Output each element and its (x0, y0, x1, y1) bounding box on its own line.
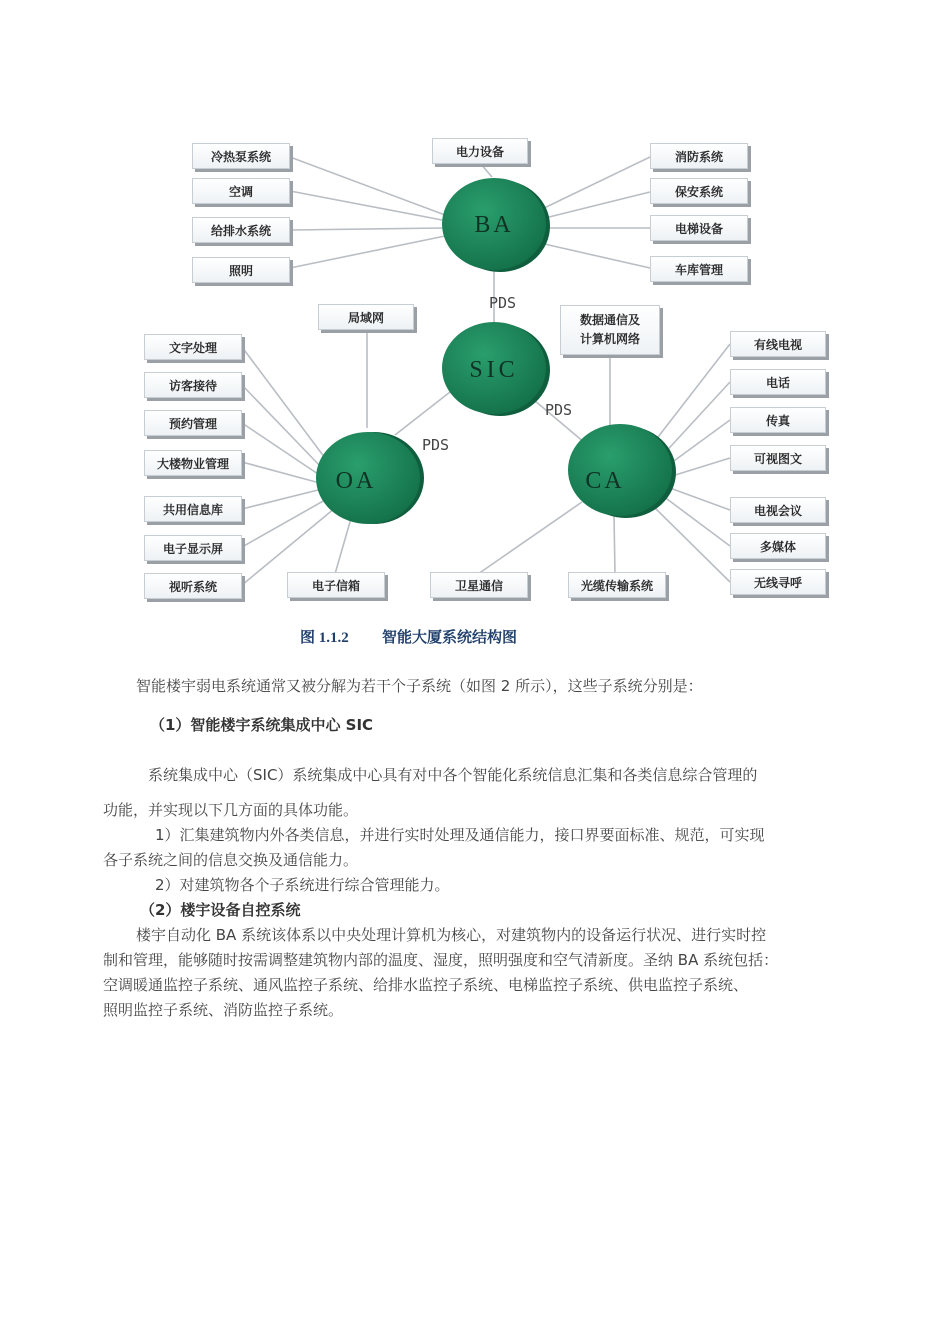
node-sic-label: SIC (469, 357, 519, 383)
node-ba-label: BA (474, 212, 514, 238)
node-oa (316, 432, 424, 524)
sic-paragraph-line-1: 系统集成中心（SIC）系统集成中心具有对中各个智能化系统信息汇集和各类信息综合管理的 (148, 766, 758, 784)
box-oa-left-1: 文字处理 (144, 334, 242, 360)
box-ca-right-3: 传真 (730, 407, 826, 433)
link-label-sic-ca: PDS (545, 401, 573, 419)
box-ba-left-3: 给排水系统 (192, 217, 290, 243)
box-oa-left-6: 电子显示屏 (144, 535, 242, 561)
node-ca (568, 424, 676, 518)
box-oa-left-7: 视听系统 (144, 573, 242, 599)
box-oa-left-3: 预约管理 (144, 410, 242, 436)
link-label-sic-oa: PDS (422, 436, 450, 454)
box-ba-right-4: 车库管理 (650, 256, 748, 282)
system-structure-diagram (0, 0, 950, 660)
box-ba-right-3: 电梯设备 (650, 215, 748, 241)
heading-sic: （1）智能楼宇系统集成中心 SIC (150, 716, 374, 734)
ba-paragraph-line-2: 制和管理，能够随时按需调整建筑物内部的温度、湿度，照明强度和空气清新度。圣纳 BA 系统包括： (103, 951, 779, 969)
box-sic-right-line-2: 计算机网络 (579, 332, 640, 346)
list-item-1-line-1: 1）汇集建筑物内外各类信息，并进行实时处理及通信能力，接口界要面标准、规范，可实现 (155, 826, 765, 844)
node-ca-label: CA (585, 468, 625, 494)
box-sic-right (560, 305, 660, 355)
heading-ba: （2）楼宇设备自控系统 (140, 901, 301, 919)
box-ca-right-4: 可视图文 (730, 445, 826, 471)
node-sic (442, 322, 550, 416)
box-ba-left-4: 照明 (192, 257, 290, 283)
ba-paragraph-line-3: 空调暖通监控子系统、通风监控子系统、给排水监控子系统、电梯监控子系统、供电监控子系统、 (103, 976, 749, 994)
box-sic-right-line-1: 数据通信及 (579, 313, 640, 327)
figure-number: 图 1.1.2 (300, 630, 349, 646)
ba-paragraph-line-4: 照明监控子系统、消防监控子系统。 (103, 1001, 344, 1019)
box-ca-bottom-2: 光缆传输系统 (568, 572, 666, 598)
box-oa-bottom: 电子信箱 (287, 572, 385, 598)
intro-paragraph: 智能楼宇弱电系统通常又被分解为若干个子系统（如图 2 所示），这些子系统分别是： (136, 677, 703, 695)
box-oa-left-4: 大楼物业管理 (144, 450, 242, 476)
box-ca-right-5: 电视会议 (730, 497, 826, 523)
box-ba-left-2: 空调 (192, 178, 290, 204)
node-oa-label: OA (335, 468, 377, 494)
box-ba-top: 电力设备 (432, 138, 528, 164)
box-ca-bottom-1: 卫星通信 (430, 572, 528, 598)
list-item-1-line-2: 各子系统之间的信息交换及通信能力。 (103, 851, 359, 869)
box-ca-right-7: 无线寻呼 (730, 569, 826, 595)
box-ca-right-1: 有线电视 (730, 331, 826, 357)
ba-paragraph-line-1: 楼宇自动化 BA 系统该体系以中央处理计算机为核心，对建筑物内的设备运行状况、进行实时控 (136, 926, 767, 944)
box-ba-left-1: 冷热泵系统 (192, 143, 290, 169)
sic-paragraph-line-2: 功能，并实现以下几方面的具体功能。 (103, 801, 359, 819)
figure-caption (300, 626, 517, 647)
box-ca-right-6: 多媒体 (730, 533, 826, 559)
box-ba-right-2: 保安系统 (650, 178, 748, 204)
box-oa-left-2: 访客接待 (144, 372, 242, 398)
link-label-ba-sic: PDS (489, 294, 517, 312)
box-ba-right-1: 消防系统 (650, 143, 748, 169)
list-item-2: 2）对建筑物各个子系统进行综合管理能力。 (155, 876, 450, 894)
box-ca-right-2: 电话 (730, 369, 826, 395)
node-ba (442, 178, 550, 272)
box-oa-left-5: 共用信息库 (144, 496, 242, 522)
box-sic-left: 局域网 (318, 304, 414, 330)
figure-title: 智能大厦系统结构图 (382, 628, 518, 646)
